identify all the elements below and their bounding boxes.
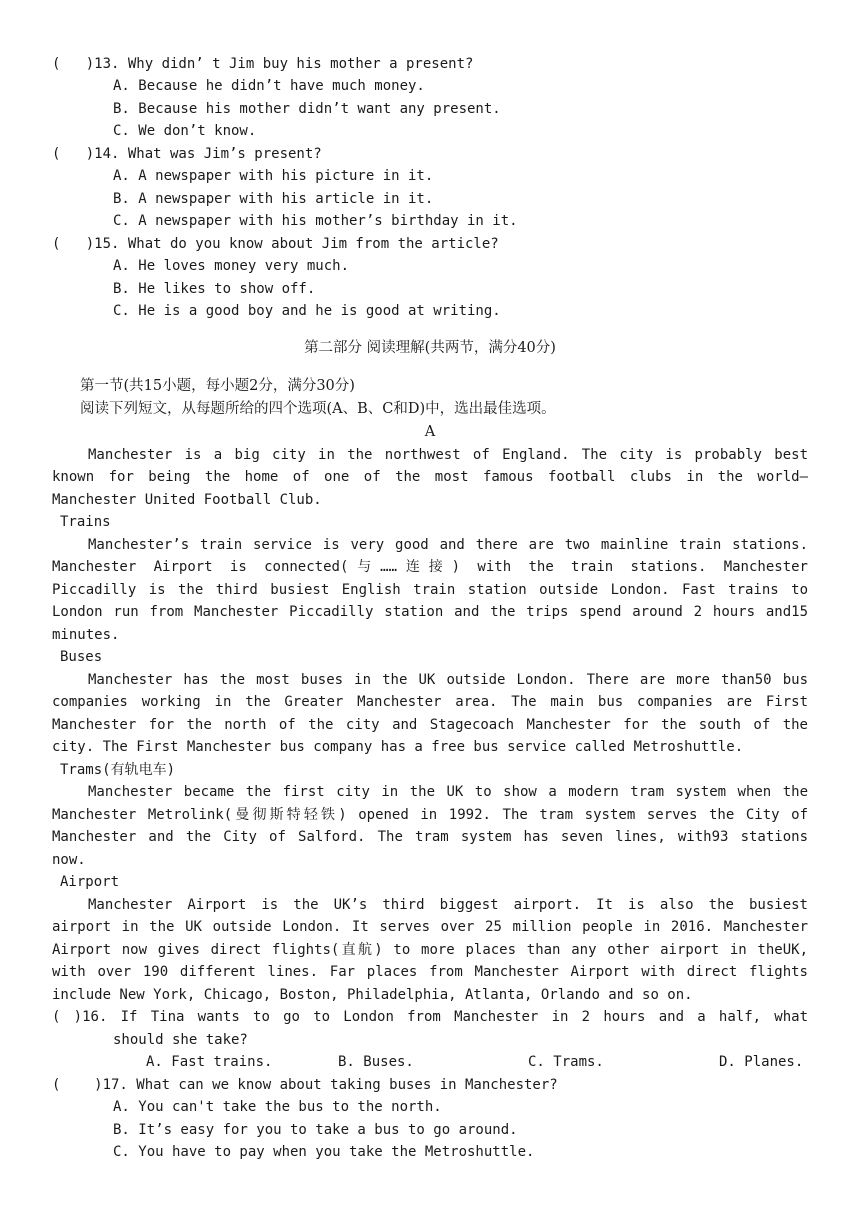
- question-17-option-c: C. You have to pay when you take the Metroshuttle.: [113, 1144, 535, 1160]
- question-14-stem: ( )14. What was Jim’s present?: [52, 146, 322, 162]
- question-14-option-c: C. A newspaper with his mother’s birthday in it.: [113, 213, 518, 229]
- question-15-stem: ( )15. What do you know about Jim from the article?: [52, 236, 499, 252]
- buses-line: city. The First Manchester bus company has a free bus service called Metroshuttle.: [52, 739, 744, 755]
- question-16-option-a: A. Fast trains.: [146, 1054, 273, 1070]
- question-16-stem-continued: should she take?: [113, 1032, 248, 1048]
- buses-line: companies working in the Greater Manchester area. The main bus companies are First: [52, 694, 808, 710]
- part-two-title: 第二部分 阅读理解(共两节，满分40分): [304, 340, 556, 356]
- airport-heading: Airport: [60, 874, 120, 890]
- question-14-option-b: B. A newspaper with his article in it.: [113, 191, 434, 207]
- airport-line: airport in the UK outside London. It serves over 25 million people in 2016. Manchester: [52, 919, 808, 935]
- trains-line: Piccadilly is the third busiest English train station outside London. Fast trains to: [52, 582, 808, 598]
- airport-line: include New York, Chicago, Boston, Philadelphia, Atlanta, Orlando and so on.: [52, 987, 693, 1003]
- section-one-title: 第一节(共15小题，每小题2分，满分30分): [80, 378, 355, 394]
- question-13-option-b: B. Because his mother didn’t want any present.: [113, 101, 501, 117]
- question-17-option-a: A. You can't take the bus to the north.: [113, 1099, 442, 1115]
- passage-intro-line: Manchester United Football Club.: [52, 492, 322, 508]
- question-14-option-a: A. A newspaper with his picture in it.: [113, 168, 434, 184]
- question-17-option-b: B. It’s easy for you to take a bus to go around.: [113, 1122, 518, 1138]
- passage-label: A: [424, 424, 436, 440]
- question-15-option-c: C. He is a good boy and he is good at writing.: [113, 303, 501, 319]
- airport-line: with over 190 different lines. Far places from Manchester Airport with direct flights: [52, 964, 808, 980]
- trams-line: Manchester and the City of Salford. The tram system has seven lines, with93 stations: [52, 829, 808, 845]
- trains-line: Manchester’s train service is very good and there are two mainline train stations.: [88, 537, 808, 553]
- question-16-option-b: B. Buses.: [338, 1054, 414, 1070]
- trains-line: minutes.: [52, 627, 120, 643]
- trains-line: London run from Manchester Piccadilly station and the trips spend around 2 hours and15: [52, 604, 808, 620]
- trains-line: Manchester Airport is connected(与……连接) with the train stations. Manchester: [52, 559, 808, 575]
- buses-line: Manchester for the north of the city and Stagecoach Manchester for the south of the: [52, 717, 808, 733]
- buses-heading: Buses: [60, 649, 103, 665]
- question-16-option-d: D. Planes.: [719, 1054, 804, 1070]
- question-16-stem: ( )16. If Tina wants to go to London from Manchester in 2 hours and a half, what: [52, 1009, 808, 1025]
- trains-heading: Trains: [60, 514, 111, 530]
- question-13-option-a: A. Because he didn’t have much money.: [113, 78, 425, 94]
- airport-line: Airport now gives direct flights(直航) to more places than any other airport in theUK,: [52, 942, 808, 958]
- passage-intro-line: known for being the home of one of the most famous football clubs in the world—: [52, 469, 808, 485]
- question-13-stem: ( )13. Why didn’ t Jim buy his mother a present?: [52, 56, 474, 72]
- trams-line: Manchester Metrolink(曼彻斯特轻铁) opened in 1992. The tram system serves the City of: [52, 807, 808, 823]
- trams-line: Manchester became the first city in the UK to show a modern tram system when the: [88, 784, 808, 800]
- airport-line: Manchester Airport is the UK’s third biggest airport. It is also the busiest: [88, 897, 808, 913]
- buses-line: Manchester has the most buses in the UK outside London. There are more than50 bus: [88, 672, 808, 688]
- question-15-option-b: B. He likes to show off.: [113, 281, 316, 297]
- section-instruction: 阅读下列短文，从每题所给的四个选项(A、B、C和D)中，选出最佳选项。: [80, 401, 556, 417]
- question-15-option-a: A. He loves money very much.: [113, 258, 350, 274]
- question-13-option-c: C. We don’t know.: [113, 123, 257, 139]
- trams-heading: Trams(有轨电车): [60, 762, 176, 778]
- trams-line: now.: [52, 852, 86, 868]
- question-16-option-c: C. Trams.: [528, 1054, 604, 1070]
- question-17-stem: ( )17. What can we know about taking buses in Manchester?: [52, 1077, 558, 1093]
- passage-intro-line: Manchester is a big city in the northwest of England. The city is probably best: [88, 447, 808, 463]
